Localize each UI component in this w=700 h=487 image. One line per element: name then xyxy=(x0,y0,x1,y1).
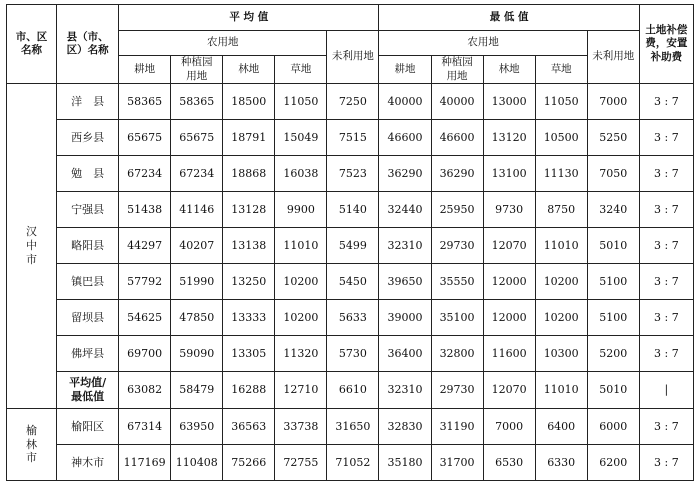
header-avg-cultivated: 耕地 xyxy=(119,56,171,84)
min-forest: 9730 xyxy=(483,192,535,228)
city-cell-yulin: 榆 林 市 xyxy=(7,409,57,481)
min-cultivated: 36290 xyxy=(379,156,431,192)
summary-min-plantation: 29730 xyxy=(431,372,483,409)
min-forest: 12000 xyxy=(483,300,535,336)
summary-min-unused: 5010 xyxy=(587,372,639,409)
avg-forest: 13128 xyxy=(223,192,275,228)
avg-forest: 75266 xyxy=(223,445,275,481)
min-plantation: 32800 xyxy=(431,336,483,372)
avg-cultivated: 69700 xyxy=(119,336,171,372)
county-name: 镇巴县 xyxy=(57,264,119,300)
min-plantation: 25950 xyxy=(431,192,483,228)
compensation-ratio: 3 : 7 xyxy=(639,409,693,445)
min-forest: 13000 xyxy=(483,84,535,120)
min-forest: 13120 xyxy=(483,120,535,156)
min-unused: 7000 xyxy=(587,84,639,120)
min-plantation: 46600 xyxy=(431,120,483,156)
min-cultivated: 32440 xyxy=(379,192,431,228)
min-unused: 5100 xyxy=(587,300,639,336)
avg-cultivated: 58365 xyxy=(119,84,171,120)
min-cultivated: 40000 xyxy=(379,84,431,120)
avg-forest: 18868 xyxy=(223,156,275,192)
summary-label: 平均值/ 最低值 xyxy=(57,372,119,409)
table-row xyxy=(7,156,694,192)
county-name: 西乡县 xyxy=(57,120,119,156)
table-row xyxy=(7,445,694,481)
avg-grassland: 11050 xyxy=(275,84,327,120)
table-row xyxy=(7,84,694,120)
avg-grassland: 9900 xyxy=(275,192,327,228)
table-row xyxy=(7,192,694,228)
min-unused: 3240 xyxy=(587,192,639,228)
avg-plantation: 67234 xyxy=(171,156,223,192)
min-grassland: 8750 xyxy=(535,192,587,228)
table-row xyxy=(7,120,694,156)
min-plantation: 35100 xyxy=(431,300,483,336)
summary-avg-forest: 16288 xyxy=(223,372,275,409)
avg-cultivated: 54625 xyxy=(119,300,171,336)
avg-cultivated: 67314 xyxy=(119,409,171,445)
county-name: 略阳县 xyxy=(57,228,119,264)
header-minimum: 最 低 值 xyxy=(379,5,639,31)
header-min-plantation: 种植园 用地 xyxy=(431,56,483,84)
county-name: 宁强县 xyxy=(57,192,119,228)
compensation-ratio: 3 : 7 xyxy=(639,264,693,300)
avg-unused: 5499 xyxy=(327,228,379,264)
compensation-ratio: 3 : 7 xyxy=(639,336,693,372)
county-name: 榆阳区 xyxy=(57,409,119,445)
avg-plantation: 58365 xyxy=(171,84,223,120)
min-grassland: 6400 xyxy=(535,409,587,445)
avg-plantation: 47850 xyxy=(171,300,223,336)
avg-forest: 13305 xyxy=(223,336,275,372)
min-unused: 6200 xyxy=(587,445,639,481)
min-cultivated: 35180 xyxy=(379,445,431,481)
min-forest: 11600 xyxy=(483,336,535,372)
min-grassland: 11010 xyxy=(535,228,587,264)
header-min-cultivated: 耕地 xyxy=(379,56,431,84)
avg-unused: 7523 xyxy=(327,156,379,192)
min-grassland: 11050 xyxy=(535,84,587,120)
avg-grassland: 10200 xyxy=(275,300,327,336)
summary-avg-plantation: 58479 xyxy=(171,372,223,409)
avg-cultivated: 51438 xyxy=(119,192,171,228)
avg-plantation: 65675 xyxy=(171,120,223,156)
table-row xyxy=(7,228,694,264)
compensation-ratio: 3 : 7 xyxy=(639,84,693,120)
min-unused: 6000 xyxy=(587,409,639,445)
avg-cultivated: 65675 xyxy=(119,120,171,156)
min-cultivated: 32830 xyxy=(379,409,431,445)
min-grassland: 10300 xyxy=(535,336,587,372)
header-min-grassland: 草地 xyxy=(535,56,587,84)
county-name: 勉 县 xyxy=(57,156,119,192)
min-plantation: 31190 xyxy=(431,409,483,445)
table-row xyxy=(7,300,694,336)
avg-unused: 7250 xyxy=(327,84,379,120)
summary-min-forest: 12070 xyxy=(483,372,535,409)
min-plantation: 29730 xyxy=(431,228,483,264)
min-forest: 13100 xyxy=(483,156,535,192)
min-plantation: 31700 xyxy=(431,445,483,481)
header-county: 县（市、 区）名称 xyxy=(57,5,119,84)
avg-plantation: 40207 xyxy=(171,228,223,264)
avg-forest: 18500 xyxy=(223,84,275,120)
avg-plantation: 110408 xyxy=(171,445,223,481)
header-min-forest: 林地 xyxy=(483,56,535,84)
min-forest: 7000 xyxy=(483,409,535,445)
header-compensation: 土地补偿 费，安置 补助费 xyxy=(639,5,693,84)
compensation-ratio: 3 : 7 xyxy=(639,445,693,481)
avg-forest: 13250 xyxy=(223,264,275,300)
compensation-ratio: 3 : 7 xyxy=(639,120,693,156)
min-grassland: 6330 xyxy=(535,445,587,481)
avg-grassland: 16038 xyxy=(275,156,327,192)
min-cultivated: 39000 xyxy=(379,300,431,336)
min-grassland: 10200 xyxy=(535,300,587,336)
min-plantation: 36290 xyxy=(431,156,483,192)
table-row xyxy=(7,409,694,445)
compensation-ratio: 3 : 7 xyxy=(639,192,693,228)
avg-plantation: 59090 xyxy=(171,336,223,372)
avg-unused: 5450 xyxy=(327,264,379,300)
summary-avg-cultivated: 63082 xyxy=(119,372,171,409)
avg-cultivated: 44297 xyxy=(119,228,171,264)
avg-cultivated: 57792 xyxy=(119,264,171,300)
avg-unused: 5730 xyxy=(327,336,379,372)
min-forest: 12000 xyxy=(483,264,535,300)
min-cultivated: 32310 xyxy=(379,228,431,264)
county-name: 佛坪县 xyxy=(57,336,119,372)
avg-forest: 13138 xyxy=(223,228,275,264)
avg-forest: 13333 xyxy=(223,300,275,336)
avg-unused: 71052 xyxy=(327,445,379,481)
min-forest: 12070 xyxy=(483,228,535,264)
avg-cultivated: 117169 xyxy=(119,445,171,481)
avg-grassland: 33738 xyxy=(275,409,327,445)
county-name: 神木市 xyxy=(57,445,119,481)
min-grassland: 10200 xyxy=(535,264,587,300)
header-avg-agri-land: 农用地 xyxy=(119,31,327,56)
avg-unused: 31650 xyxy=(327,409,379,445)
header-avg-unused-land: 未利用地 xyxy=(327,31,379,84)
min-forest: 6530 xyxy=(483,445,535,481)
avg-grassland: 10200 xyxy=(275,264,327,300)
avg-forest: 18791 xyxy=(223,120,275,156)
table-row xyxy=(7,264,694,300)
avg-unused: 5140 xyxy=(327,192,379,228)
avg-grassland: 11320 xyxy=(275,336,327,372)
summary-ratio: | xyxy=(639,372,693,409)
header-avg-grassland: 草地 xyxy=(275,56,327,84)
min-cultivated: 36400 xyxy=(379,336,431,372)
header-avg-plantation: 种植园 用地 xyxy=(171,56,223,84)
avg-grassland: 15049 xyxy=(275,120,327,156)
avg-plantation: 41146 xyxy=(171,192,223,228)
header-avg-forest: 林地 xyxy=(223,56,275,84)
min-unused: 5250 xyxy=(587,120,639,156)
min-unused: 7050 xyxy=(587,156,639,192)
avg-grassland: 11010 xyxy=(275,228,327,264)
county-name: 洋 县 xyxy=(57,84,119,120)
header-average: 平 均 值 xyxy=(119,5,379,31)
min-cultivated: 39650 xyxy=(379,264,431,300)
avg-plantation: 51990 xyxy=(171,264,223,300)
summary-min-cultivated: 32310 xyxy=(379,372,431,409)
avg-unused: 5633 xyxy=(327,300,379,336)
compensation-ratio: 3 : 7 xyxy=(639,228,693,264)
min-plantation: 35550 xyxy=(431,264,483,300)
summary-avg-unused: 6610 xyxy=(327,372,379,409)
min-cultivated: 46600 xyxy=(379,120,431,156)
avg-unused: 7515 xyxy=(327,120,379,156)
county-name: 留坝县 xyxy=(57,300,119,336)
header-min-unused-land: 未利用地 xyxy=(587,31,639,84)
min-unused: 5100 xyxy=(587,264,639,300)
avg-plantation: 63950 xyxy=(171,409,223,445)
city-cell-hanzhong: 汉 中 市 xyxy=(7,84,57,409)
avg-cultivated: 67234 xyxy=(119,156,171,192)
avg-forest: 36563 xyxy=(223,409,275,445)
avg-grassland: 72755 xyxy=(275,445,327,481)
compensation-ratio: 3 : 7 xyxy=(639,300,693,336)
summary-row xyxy=(7,372,694,409)
table-row xyxy=(7,336,694,372)
min-unused: 5010 xyxy=(587,228,639,264)
compensation-ratio: 3 : 7 xyxy=(639,156,693,192)
min-unused: 5200 xyxy=(587,336,639,372)
min-grassland: 10500 xyxy=(535,120,587,156)
summary-avg-grassland: 12710 xyxy=(275,372,327,409)
min-plantation: 40000 xyxy=(431,84,483,120)
min-grassland: 11130 xyxy=(535,156,587,192)
land-compensation-table xyxy=(6,4,694,481)
summary-min-grassland: 11010 xyxy=(535,372,587,409)
header-min-agri-land: 农用地 xyxy=(379,31,587,56)
header-city-district: 市、区 名称 xyxy=(7,5,57,84)
